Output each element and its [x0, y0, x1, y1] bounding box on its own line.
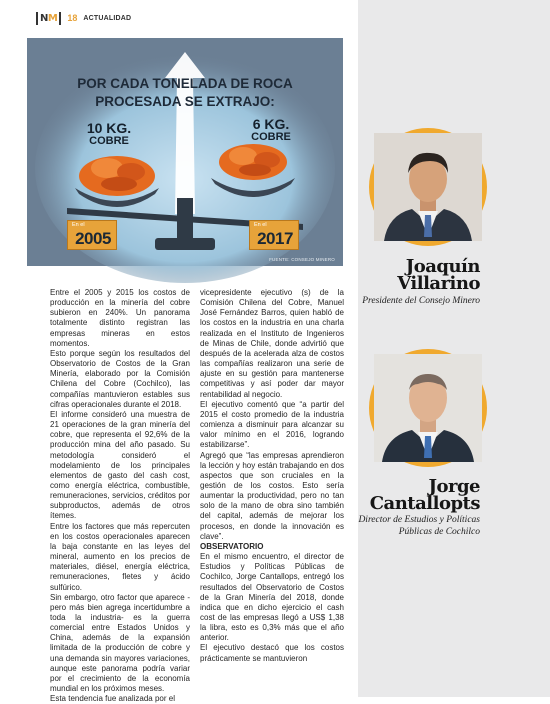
- paragraph: Esto porque según los resultados del Observatorio de Costos de la Gran Minería, elaborado por la Comisión Chilena del Cobre (Cochilco), las compañías mantuvieron estables sus cifras operacionales durante el 2018.: [50, 348, 190, 409]
- section-label: ACTUALIDAD: [83, 14, 132, 22]
- infographic-credit: FUENTE: CONSEJO MINERO: [269, 257, 335, 262]
- paragraph: En el mismo encuentro, el director de Estudios y Políticas Públicas de Cochilco, Jorge Cantallops, entregó los resultados del Observatorio de Costos de la Gran Minería del 2018, donde indica que en dicho ejercicio el cash cost de las empresas llegó a US$ 1,38 la libra, esto es 0,3% más que el año anterior.: [200, 552, 344, 643]
- infographic-subtitle: PROCESADA SE EXTRAJO:: [95, 94, 275, 109]
- paragraph: El ejecutivo destacó que los costos prácticamente se mantuvieron: [200, 643, 344, 663]
- year-box-2017: En el 2017: [249, 220, 299, 250]
- paragraph: Agregó que “las empresas aprendieron la lección y hoy están trabajando en dos aspectos que son cruciales en la gestión de los costos. Esto sería aumentar la productividad, pero no tan solo de la mano de obra sino también del capital, además de mejorar los procesos, en donde la innovación es clave”.: [200, 450, 344, 541]
- paragraph: El ejecutivo comentó que “a partir del 2015 el costo promedio de la industria comienza a disminuir para alcanzar su valor mínimo en el 2016, logrando estabilizarse”.: [200, 399, 344, 450]
- person-name-1: Joaquín Villarino: [397, 256, 480, 294]
- year-box-2005: En el 2005: [67, 220, 117, 250]
- left-weight: 10 KG. COBRE: [86, 120, 132, 147]
- page-number: 18: [67, 13, 78, 23]
- magazine-logo: NM: [36, 12, 61, 25]
- copper-right-icon: [219, 144, 287, 180]
- person-role-2: Director de Estudios y Políticas Públicas de Cochilco: [358, 515, 480, 537]
- right-weight: 6 KG. COBRE: [251, 116, 291, 143]
- paragraph: Esta tendencia fue analizada por el: [50, 694, 175, 704]
- page-header: [36, 10, 131, 26]
- paragraph: Sin embargo, otro factor que aparece -pero más bien agrega incertidumbre a toda la industria- es la guerra comercial entre Estados Unidos y China, además de la expansión limitada de la producción de cobre y una demanda sin mayores variaciones, aunque este panorama podría variar por el crecimiento de la economía mundial en los próximos meses.: [50, 592, 190, 694]
- paragraph: Entre el 2005 y 2015 los costos de producción en la minería del cobre subieron en 240%. Un panorama totalmente distinto registran las empresas mineras en estos momentos.: [50, 288, 190, 348]
- paragraph: El informe consideró una muestra de 21 operaciones de la gran minería del cobre, que representa el 92,6% de la producción mina del año pasado. Su metodología consideró el modelamiento de los principales elementos de gasto del cash cost, como energía eléctrica, combustible, remuneraciones, servicios, créditos por subproductos, además de otros ítemes.: [50, 409, 190, 521]
- article-column-1: [50, 288, 190, 704]
- subheading: OBSERVATORIO: [200, 541, 264, 551]
- infographic: [27, 38, 343, 266]
- avatar-joaquin-villarino: [369, 128, 487, 246]
- person-role-1: Presidente del Consejo Minero: [362, 296, 480, 306]
- article-column-2: [200, 288, 344, 664]
- infographic-title: POR CADA TONELADA DE ROCA: [77, 76, 293, 91]
- avatar-jorge-cantallopts: [369, 349, 487, 467]
- person-name-2: Jorge Cantallopts: [369, 476, 480, 514]
- paragraph: Entre los factores que más repercuten en los costos operacionales aparecen la baja constante en las leyes del mineral, aumento en los precios de materiales, diésel, energía eléctrica, remuneraciones, fletes y ácido sulfúrico.: [50, 521, 190, 592]
- paragraph: vicepresidente ejecutivo (s) de la Comisión Chilena del Cobre, Manuel José Fernández Barros, quien habló de los costos en la industria en una charla realizada en el Instituto de Ingenieros de Minas de Chile, donde advirtió que después de la acelerada alza de costos las compañías realizaron una serie de ajuste en su gestión para mantenerse competitivas y así poder dar mayor rentabilidad al negocio.: [200, 288, 344, 399]
- profile-sidebar: [358, 0, 550, 697]
- copper-left-icon: [79, 156, 155, 196]
